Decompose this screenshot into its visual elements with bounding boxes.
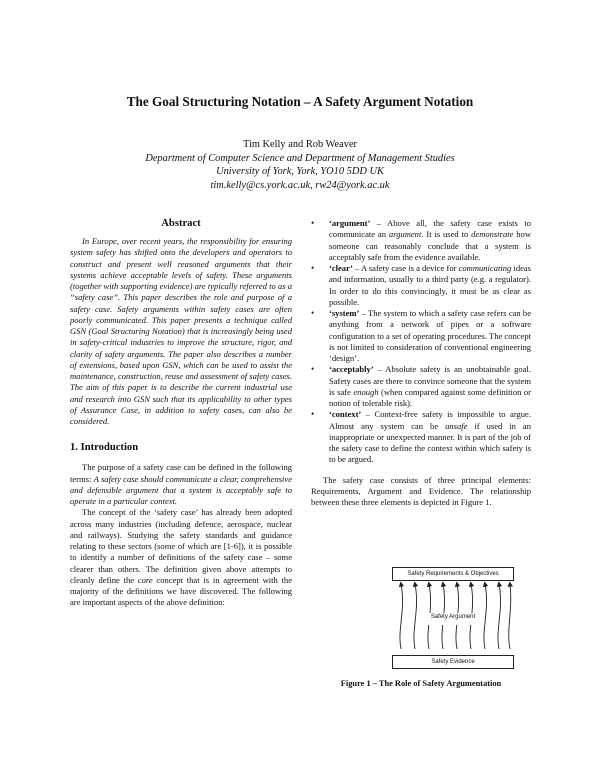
author-department: Department of Computer Science and Department of Management Studies xyxy=(145,152,455,164)
intro-p2-rest: concept that is in agreement with the majority of the definitions we have discovered. The following are important aspects of the above definition: xyxy=(70,574,292,608)
bullet-emphasis: demonstrate xyxy=(471,229,514,240)
paper-title: The Goal Structuring Notation – A Safety Argument Notation xyxy=(126,94,474,109)
abstract-heading: Abstract xyxy=(161,218,201,229)
bullet-text: – Above all, the safety case exists to communicate an xyxy=(329,218,531,240)
bullet-text: – The system to which a safety case refers can be anything from a network of pipes or a software configuration to a set of operating procedures. The concept is not limited to consideration of conventional engineering ‘design’. xyxy=(329,308,531,363)
bullet-text: – A safety case is a device for xyxy=(352,263,459,273)
author-address: University of York, York, YO10 5DD UK xyxy=(216,166,384,178)
bullet-term: ‘argument’ xyxy=(329,218,371,228)
intro-p1-text: The purpose of a safety case can be defined in the following terms: xyxy=(70,462,292,484)
bullet-term: ‘acceptably’ xyxy=(329,364,374,375)
safety-argument-label: Safety Argument xyxy=(430,614,476,620)
bullet-text: (when compared against some definition or notion of tolerable risk). xyxy=(329,386,531,408)
intro-p1-definition: A safety case should communicate a clear, comprehensive and defensible argument that a system is acceptably safe to operate in a particular context. xyxy=(70,473,293,506)
list-item xyxy=(311,218,531,263)
intro-paragraph-1 xyxy=(70,462,292,507)
bullet-icon: • xyxy=(311,308,315,318)
bullet-term: ‘context’ xyxy=(329,409,362,420)
bullet-term: ‘system’ xyxy=(329,308,360,318)
bullet-text: how someone can reasonably conclude that a system is acceptably safe from the evidence available. xyxy=(329,229,531,262)
author-email: tim.kelly@cs.york.ac.uk, rw24@york.ac.uk xyxy=(210,179,390,191)
definition-aspects-list xyxy=(311,218,531,466)
bullet-icon: • xyxy=(311,263,315,273)
bullet-text: – Absolute safety is an unobtainable goal. Safety cases are there to convince someone that the system is safe xyxy=(329,364,531,397)
bullet-emphasis: unsafe xyxy=(445,420,468,431)
author-block xyxy=(0,138,600,192)
left-column xyxy=(70,218,292,609)
bullet-emphasis: communicating xyxy=(458,263,512,273)
bullet-text: ideas and information, usually to a third party (e.g. a regulator). In order to do this convincingly, it must be as clear as possible. xyxy=(329,263,532,307)
list-item xyxy=(311,364,531,409)
right-column xyxy=(311,218,531,508)
bullet-text: – Context-free safety is impossible to argue. Almost any system can be xyxy=(329,409,531,431)
figure-1-diagram xyxy=(392,565,514,673)
intro-p2-core: core xyxy=(137,574,153,585)
bullet-icon: • xyxy=(311,364,315,375)
safety-requirements-box: Safety Requirements & Objectives xyxy=(392,567,514,581)
section-heading-introduction: 1. Introduction xyxy=(70,442,139,454)
bullet-emphasis: enough xyxy=(353,386,379,397)
bullet-emphasis: argument xyxy=(388,229,422,240)
safety-evidence-box: Safety Evidence xyxy=(392,655,514,669)
author-names: Tim Kelly and Rob Weaver xyxy=(242,139,358,150)
intro-p2-text: The concept of the ‘safety case’ has already been adopted across many industries (including defence, aerospace, nuclear and railways). Studying the safety standards and guidance relating to these sectors (some of which are [1-6]), it is possible to identify a number of definitions of the safety case – some clearer than others. The definition given above attempts to cleanly define the xyxy=(70,507,292,585)
intro-paragraph-2 xyxy=(70,507,292,608)
bullet-term: ‘clear’ xyxy=(329,263,353,273)
figure-1-caption: Figure 1 – The Role of Safety Argumentation xyxy=(340,679,502,688)
bullet-text: if used in an inappropriate or unexpected manner. It is part of the job of the safety case to define the context within which safety is to be argued. xyxy=(329,420,531,465)
list-item xyxy=(311,263,531,308)
elements-paragraph: The safety case consists of three principal elements: Requirements, Argument and Evidence. The relationship between these three elements is depicted in Figure 1. xyxy=(311,474,531,507)
list-item xyxy=(311,308,531,364)
bullet-icon: • xyxy=(311,218,315,228)
bullet-text: . It is used to xyxy=(421,229,472,240)
list-item xyxy=(311,409,531,465)
bullet-icon: • xyxy=(311,409,315,420)
abstract-text: In Europe, over recent years, the responsibility for ensuring system safety has shifted onto the developers and operators to construct and present well reasoned arguments that their systems achieve acceptable levels of safety. These arguments (together with supporting evidence) are typically referred to as a “safety case”. This paper describes the role and purpose of a safety case. Safety arguments within safety cases are often poorly communicated. This paper presents a technique called GSN (Goal Structuring Notation) that is increasingly being used in safety-critical industries to improve the structure, rigor, and clarity of safety arguments. The paper also describes a number of extensions, based upon GSN, which can be used to assist the maintenance, construction, reuse and assessment of safety cases. The aim of this paper is to describe the current industrial use and research into GSN such that its applicability to other types of Assurance Case, in addition to safety cases, can also be considered. xyxy=(70,236,292,426)
